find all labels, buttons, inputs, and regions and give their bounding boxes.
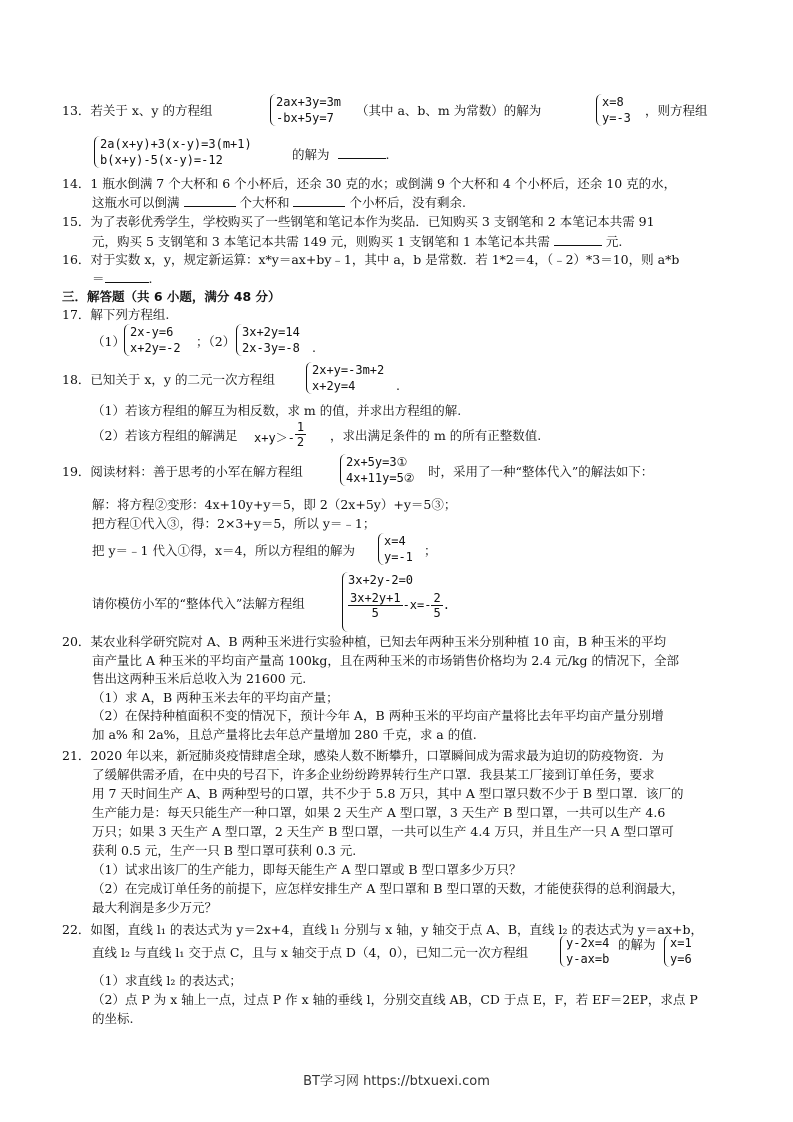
- q14-line1: 14．1 瓶水倒满 7 个大杯和 6 个小杯后，还余 30 克的水；或倒满 9 个大杯和 4 个小杯后，还余 10 克的水，: [62, 176, 677, 191]
- q13-solution-is: 的解为: [292, 147, 330, 162]
- q14-blank-large: [184, 194, 236, 207]
- q13-solution: [596, 94, 631, 126]
- q19-task-frac1-num: 3x+2y+1: [350, 591, 401, 605]
- q18-sys-eq2: x+2y=4: [312, 379, 356, 393]
- q22-line4: （2）点 P 为 x 轴上一点，过点 P 作 x 轴的垂线 l，分别交直线 AB，CD 于点 E，F，若 EF＝2EP，求点 P: [92, 992, 698, 1007]
- q19-sys-eq1: 2x+5y=3①: [346, 455, 408, 469]
- q22-sys-eq2: y-ax=b: [566, 952, 610, 966]
- q18-system: [306, 362, 384, 394]
- q19-title: 19．阅读材料：善于思考的小军在解方程组: [62, 464, 303, 479]
- q19-task-frac2: [431, 591, 442, 620]
- q15-line2: [92, 233, 622, 250]
- q22-system: [560, 935, 609, 967]
- q13-system-1: [270, 94, 341, 126]
- q19-task-mid: -x=-: [402, 598, 432, 612]
- q19-line1: 解：将方程②变形：4x+10y+y＝5，即 2（2x+5y）+y＝5③；: [92, 497, 457, 512]
- q19-sol-x: x=4: [384, 534, 406, 548]
- q18-frac-num: 1: [296, 420, 305, 434]
- q19-task-frac2-den: 5: [433, 606, 441, 620]
- q20-line3: 售出这两种玉米后总收入为 21600 元.: [92, 671, 307, 686]
- section-3-heading: 三．解答题（共 6 小题，满分 48 分）: [62, 289, 281, 304]
- q13-answer-line: [292, 146, 389, 163]
- q18-frac-den: 2: [296, 435, 305, 449]
- q16-blank: [105, 270, 149, 283]
- q21-line8: （2）在完成订单任务的前提下，应怎样安排生产 A 型口罩和 B 型口罩的天数，才能使获得的总利润最大，: [92, 881, 685, 896]
- q18-title: 18．已知关于 x，y 的二元一次方程组: [62, 372, 275, 387]
- q17-title: 17．解下列方程组.: [62, 307, 170, 322]
- q17-system-2: [236, 324, 300, 356]
- q17-part2-label: ；（2）: [196, 334, 236, 349]
- q14-blank-small: [293, 194, 345, 207]
- q13-sol-x: x=8: [602, 95, 624, 109]
- q13-then: ，则方程组: [645, 103, 708, 118]
- q19-line2: 把方程①代入③，得：2×3+y＝5，所以 y＝﹣1；: [92, 516, 376, 531]
- q16-line2: [92, 270, 153, 287]
- q22-solution-is: 的解为: [618, 937, 656, 952]
- q19-system: [340, 454, 415, 486]
- q15-line1: 15．为了表彰优秀学生，学校购买了一些钢笔和笔记本作为奖品．已知购买 3 支钢笔和 2 本笔记本共需 91: [62, 214, 655, 229]
- q22-line3: （1）求直线 l₂ 的表达式；: [92, 973, 242, 988]
- q20-line1: 20．某农业科学研究院对 A、B 两种玉米进行实验种植，已知去年两种玉米分别种植 10 亩，B 种玉米的平均: [62, 634, 667, 649]
- q16-period: .: [148, 271, 153, 286]
- q17-part1-label: （1）: [92, 334, 125, 349]
- q17-sys1-eq1: 2x-y=6: [130, 325, 174, 339]
- q22-sys-eq1: y-2x=4: [566, 936, 610, 950]
- q17-sys1-eq2: x+2y=-2: [130, 341, 181, 355]
- q17-system-1: [124, 324, 181, 356]
- footer-watermark[interactable]: BT学习网 https://btxuexi.com: [303, 1074, 490, 1089]
- q19-task-eq2: [348, 591, 450, 620]
- q18-part2-a: （2）若该方程组的解满足: [92, 428, 238, 443]
- q17-sys2-eq1: 3x+2y=14: [242, 325, 300, 339]
- q22-solution: [664, 935, 692, 967]
- q16-line1: 16．对于实数 x，y，规定新运算：x*y＝ax+by﹣1，其中 a，b 是常数．若 1*2＝4，（﹣2）*3＝10，则 a*b: [62, 252, 680, 267]
- q20-line4: （1）求 A，B 两种玉米去年的平均亩产量；: [92, 690, 339, 705]
- q19-line3: 把 y＝﹣1 代入①得，x＝4，所以方程组的解为: [92, 543, 355, 558]
- q21-line1: 21．2020 年以来，新冠肺炎疫情肆虐全球，感染人数不断攀升，口罩瞬间成为需求最为迫切的防疫物资．为: [62, 748, 664, 763]
- q21-line2: 了缓解供需矛盾，在中央的号召下，许多企业纷纷跨界转行生产口罩．我县某工厂接到订单任务，要求: [92, 767, 655, 782]
- q15-text-a: 元，购买 5 支钢笔和 3 本笔记本共需 149 元，则购买 1 支钢笔和 1 本笔记本共需: [92, 234, 550, 249]
- q19-sol-y: y=-1: [384, 550, 413, 564]
- q21-line7: （1）试求出该厂的生产能力，即每天能生产 A 型口罩或 B 型口罩多少万只？: [92, 862, 522, 877]
- q14-line2: [92, 194, 466, 211]
- q15-text-b: 元.: [605, 234, 623, 249]
- q13-sys2-eq2: b(x+y)-5(x-y)=-12: [100, 153, 223, 167]
- q16-eq: ＝: [92, 271, 105, 286]
- q20-line2: 亩产量比 A 种玉米的平均亩产量高 100kg，且在两种玉米的市场销售价格均为 2.4 元/kg 的情况下，全部: [92, 653, 679, 668]
- q19-task-frac2-num: 2: [433, 591, 441, 605]
- q13-sol-y: y=-3: [602, 111, 631, 125]
- q21-line5: 万只；如果 3 天生产 A 型口罩，2 天生产 B 型口罩，一共可以生产 4.4 万只，并且生产一只 A 型口罩可: [92, 824, 674, 839]
- q19-task-eq1: 3x+2y-2=0: [348, 573, 414, 587]
- q22-sol-x: x=1: [670, 936, 692, 950]
- q13-sys1-eq2: -bx+5y=7: [276, 111, 334, 125]
- q17-sys2-eq2: 2x-3y=-8: [242, 341, 300, 355]
- q13-sys2-eq1: 2a(x+y)+3(x-y)=3(m+1): [100, 137, 252, 151]
- q13-sys1-eq1: 2ax+3y=3m: [276, 95, 342, 109]
- q21-line6: 获利 0.5 元，生产一只 B 型口罩可获利 0.3 元.: [92, 843, 357, 858]
- q18-sys-eq1: 2x+y=-3m+2: [312, 363, 385, 377]
- q21-line9: 最大利润是多少万元？: [92, 900, 218, 915]
- q19-line4: 请你模仿小军的“整体代入”法解方程组: [92, 596, 305, 611]
- q13-system-2: [94, 136, 252, 168]
- q18-part2-b: ，求出满足条件的 m 的所有正整数值.: [330, 428, 542, 443]
- q21-line3: 用 7 天时间生产 A、B 两种型号的口罩，共不少于 5.8 万只，其中 A 型口罩只数不少于 B 型口罩．该厂的: [92, 786, 684, 801]
- q14-text-c: 个小杯后，没有剩余.: [349, 195, 466, 210]
- q20-line5: （2）在保持种植面积不变的情况下，预计今年 A，B 两种玉米的平均亩产量将比去年平均亩产量分别增: [92, 708, 664, 723]
- q22-line1: 22．如图，直线 l₁ 的表达式为 y＝2x+4，直线 l₁ 分别与 x 轴，y 轴交于点 A、B，直线 l₂ 的表达式为 y＝ax+b，: [62, 922, 703, 937]
- q14-text-a: 这瓶水可以倒满: [92, 195, 180, 210]
- q18-part1: （1）若该方程组的解互为相反数，求 m 的值，并求出方程组的解.: [92, 403, 462, 418]
- q18-period: .: [396, 378, 400, 393]
- q13-period: .: [385, 147, 390, 162]
- q13-mid: （其中 a、b、m 为常数）的解为: [356, 103, 542, 118]
- q17-period: .: [312, 340, 316, 355]
- q18-fraction: [295, 420, 306, 449]
- q18-inequality-expr: x+y＞-: [254, 431, 295, 445]
- q19-solution: [378, 533, 413, 565]
- q19-semicolon: ；: [424, 543, 437, 558]
- q13-answer-blank: [338, 146, 386, 159]
- q14-text-b: 个大杯和: [239, 195, 290, 210]
- q13-intro: 13．若关于 x、y 的方程组: [62, 103, 213, 118]
- q15-blank: [554, 233, 602, 246]
- q19-task-frac1: [348, 591, 403, 620]
- q19-after: 时，采用了一种“整体代入”的解法如下：: [428, 464, 654, 479]
- q22-line5: 的坐标.: [92, 1011, 134, 1026]
- q22-line2: 直线 l₂ 与直线 l₁ 交于点 C，且与 x 轴交于点 D（4，0），已知二元一次方程组: [92, 945, 529, 960]
- q19-task-system: [342, 572, 450, 632]
- q19-task-frac1-den: 5: [371, 606, 379, 620]
- q18-inequality: [254, 420, 306, 449]
- q20-line6: 加 a% 和 2a%，且总产量将比去年总产量增加 280 千克，求 a 的值.: [92, 727, 477, 742]
- q22-sol-y: y=6: [670, 952, 692, 966]
- q19-task-period: .: [442, 598, 450, 612]
- q19-sys-eq2: 4x+11y=5②: [346, 471, 415, 485]
- q21-line4: 生产能力是：每天只能生产一种口罩，如果 2 天生产 A 型口罩，3 天生产 B 型口罩，一共可以生产 4.6: [92, 805, 666, 820]
